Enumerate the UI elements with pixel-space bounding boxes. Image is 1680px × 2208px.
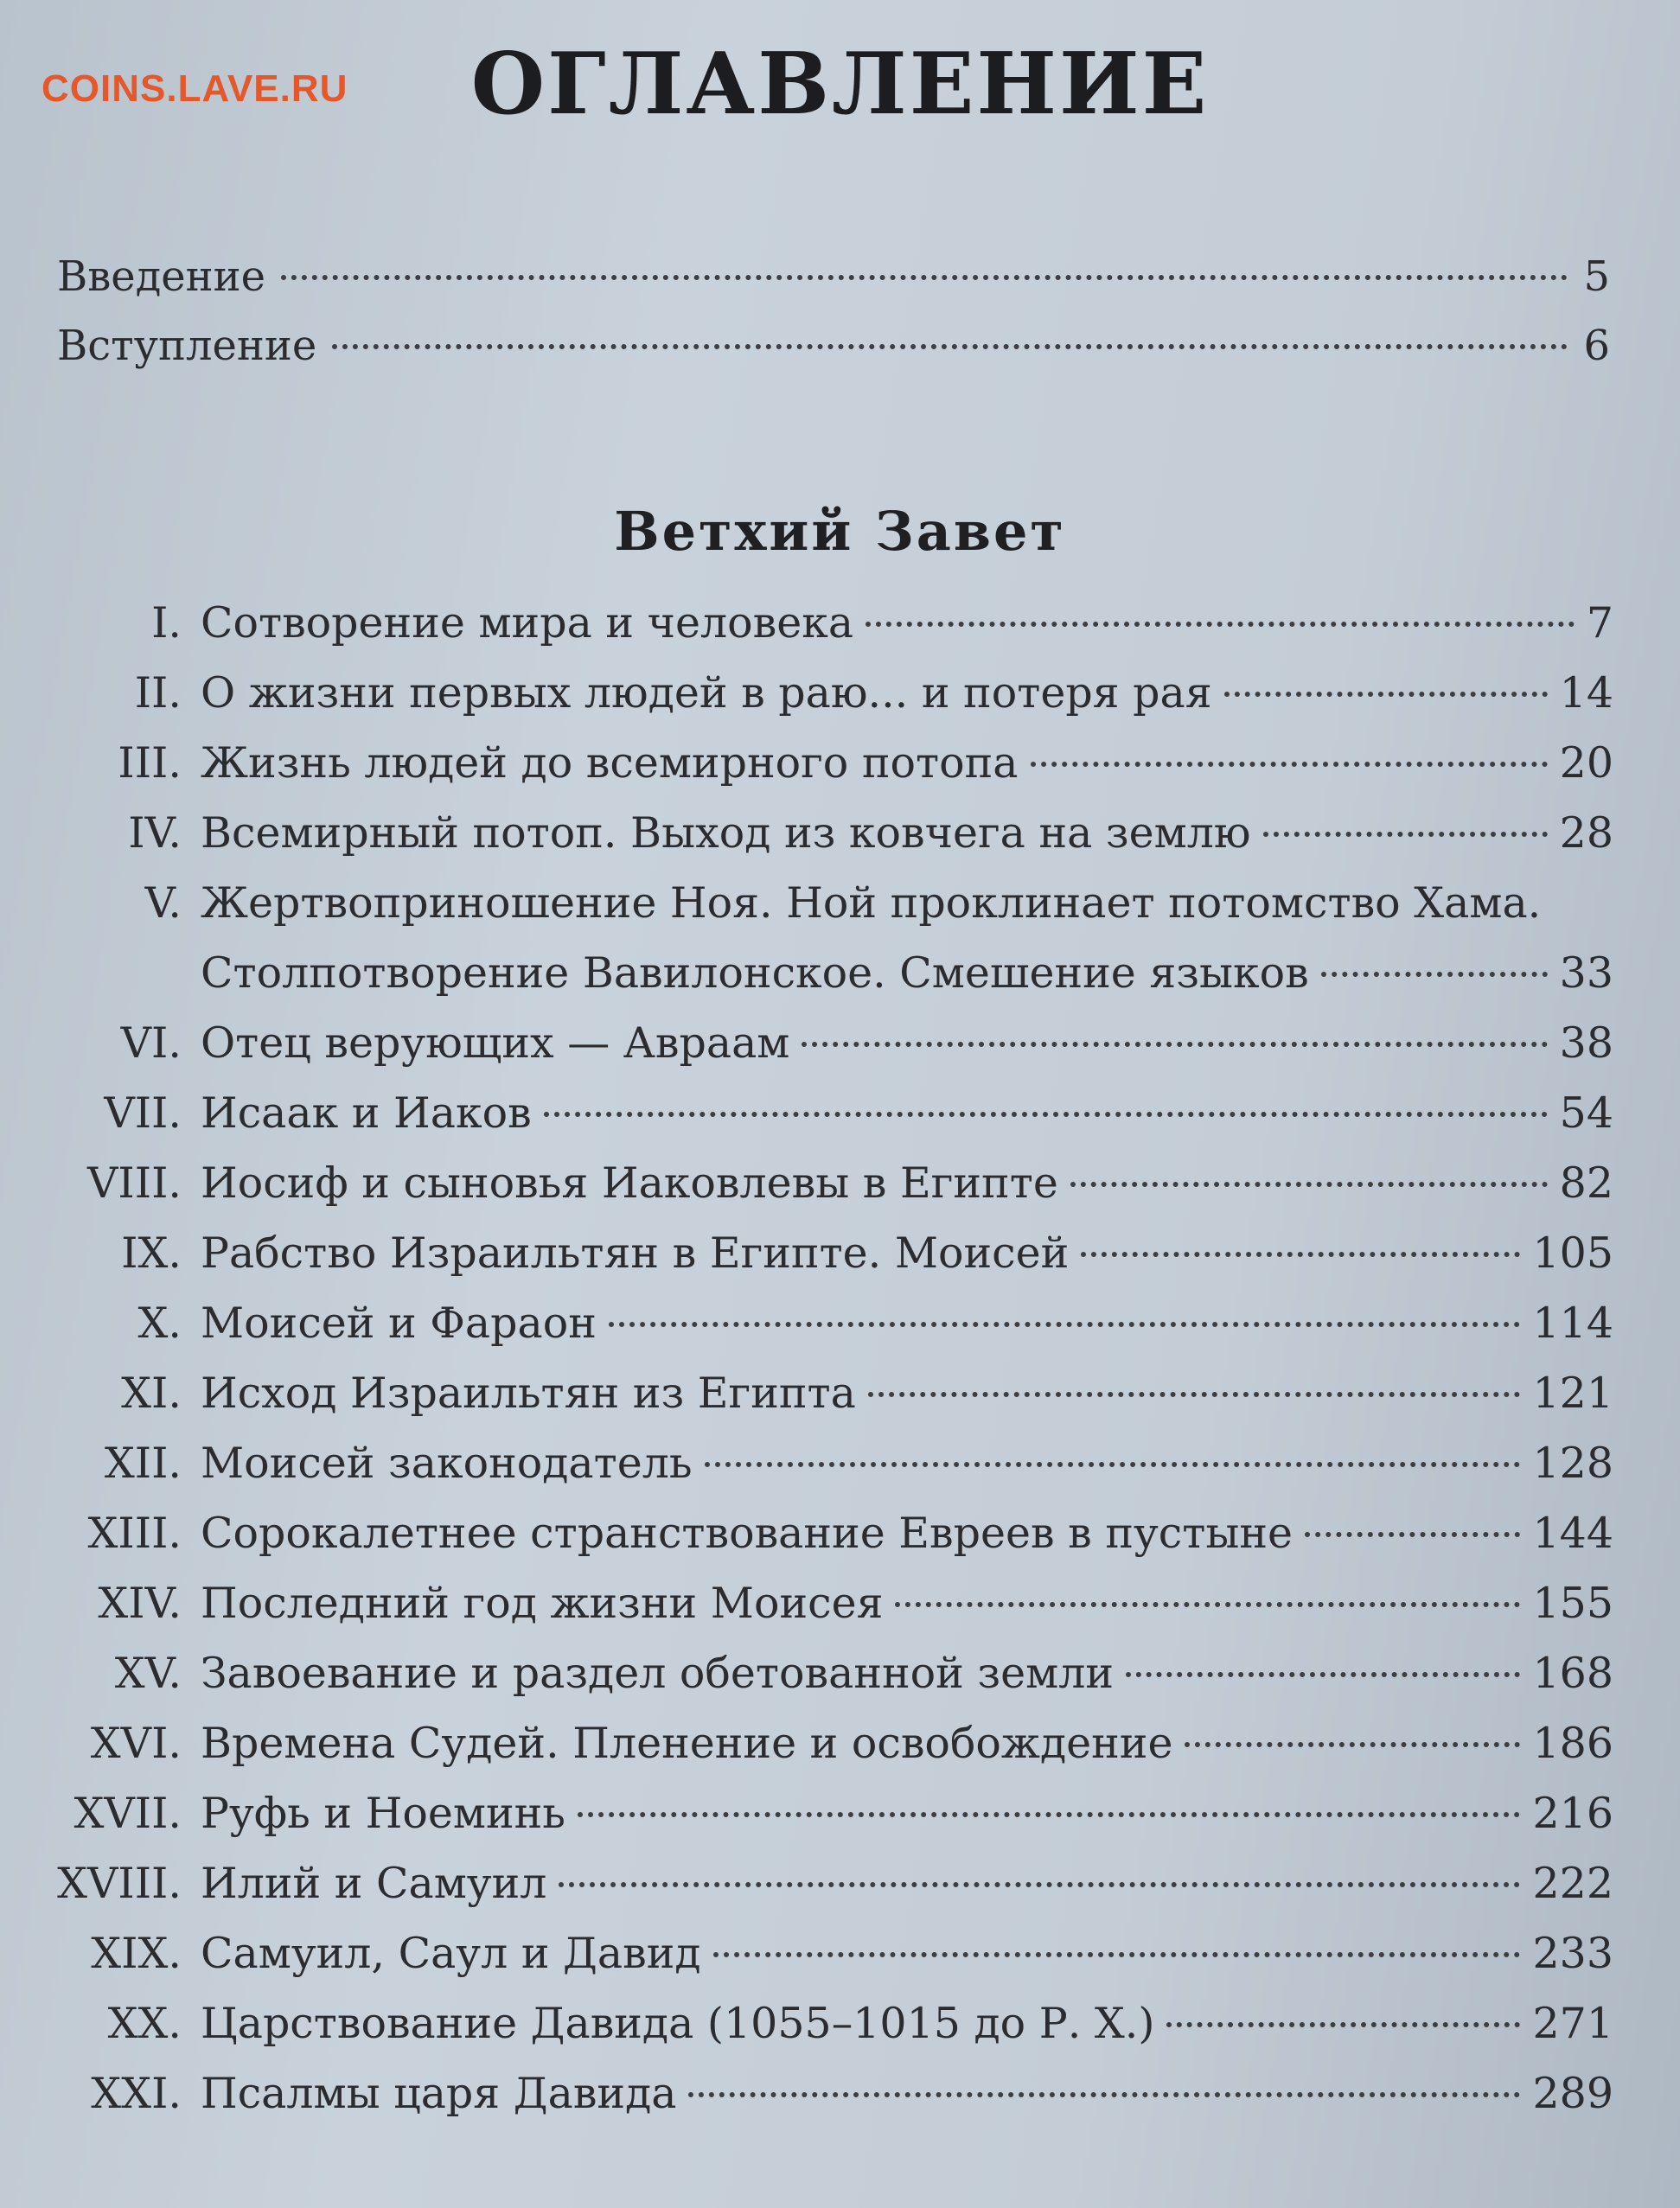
chapter-title: Времена Судей. Пленение и освобождение — [201, 1719, 1173, 1768]
dot-leader — [1031, 762, 1548, 767]
chapter-title: О жизни первых людей в раю... и потеря рая — [201, 668, 1212, 718]
dot-leader — [1070, 1182, 1548, 1187]
entry-body — [201, 1638, 1613, 1708]
page-number: 233 — [1532, 1929, 1613, 1978]
chapter-title: Отец верующих — Авраам — [201, 1018, 790, 1068]
entry-body — [201, 1988, 1613, 2058]
entry-body — [201, 1218, 1613, 1288]
dot-leader — [1263, 832, 1548, 837]
chapter-title: Псалмы царя Давида — [201, 2069, 677, 2118]
entry-body — [201, 798, 1613, 868]
page-number: 144 — [1532, 1509, 1613, 1558]
page-title: ОГЛАВЛЕНИЕ — [470, 35, 1210, 134]
toc-entry — [35, 2058, 1613, 2128]
chapter-number: II. — [134, 668, 182, 718]
chapter-title: Жертвоприношение Ноя. Ной проклинает потомство Хама. — [201, 878, 1542, 928]
page-number: 128 — [1532, 1439, 1613, 1488]
page-number: 186 — [1532, 1719, 1613, 1768]
toc-entry — [35, 1358, 1613, 1428]
dot-leader — [802, 1042, 1547, 1047]
chapter-number: XVI. — [90, 1719, 182, 1768]
chapter-number: I. — [151, 598, 182, 648]
toc-entry — [35, 1008, 1613, 1078]
toc-entry — [35, 1708, 1613, 1778]
entry-body — [201, 1918, 1613, 1988]
chapter-title: Илий и Самуил — [201, 1859, 547, 1908]
chapter-title: Последний год жизни Моисея — [201, 1579, 884, 1628]
entry-body — [201, 1288, 1613, 1358]
dot-leader — [713, 1952, 1521, 1957]
dot-leader — [1081, 1252, 1520, 1257]
chapter-title: Моисей и Фараон — [201, 1299, 597, 1348]
entry-body — [201, 868, 1613, 938]
page-number: 28 — [1559, 808, 1613, 858]
page-number: 121 — [1532, 1369, 1613, 1418]
chapter-title: Столпотворение Вавилонское. Смешение языков — [201, 948, 1309, 998]
chapter-number: XIX. — [91, 1929, 182, 1978]
entry-body — [201, 1848, 1613, 1918]
chapter-number: V. — [144, 878, 182, 928]
toc-entry — [35, 1848, 1613, 1918]
entry-body — [201, 1708, 1613, 1778]
entry-body — [201, 658, 1613, 728]
dot-leader — [578, 1812, 1520, 1817]
chapter-number: XII. — [104, 1439, 182, 1488]
dot-leader — [1305, 1532, 1520, 1537]
dot-leader — [895, 1602, 1520, 1607]
chapter-number: XIV. — [98, 1579, 182, 1628]
toc-entry — [35, 1568, 1613, 1638]
page-number: 168 — [1532, 1649, 1613, 1698]
toc-entry — [35, 658, 1613, 728]
entry-body — [201, 1568, 1613, 1638]
chapter-title: Рабство Израильтян в Египте. Моисей — [201, 1228, 1070, 1278]
chapter-number: VIII. — [86, 1158, 182, 1208]
chapter-number: IX. — [121, 1228, 182, 1278]
chapter-title: Исаак и Иаков — [201, 1088, 532, 1138]
toc-entry — [35, 728, 1613, 798]
chapter-title: Самуил, Саул и Давид — [201, 1929, 701, 1978]
entry-body — [201, 1358, 1613, 1428]
chapter-number: XV. — [114, 1649, 182, 1698]
chapter-title: Завоевание и раздел обетованной земли — [201, 1649, 1115, 1698]
chapter-number: XX. — [107, 1999, 182, 2048]
dot-leader — [1321, 972, 1548, 977]
page-number: 82 — [1559, 1158, 1613, 1208]
chapter-title: Сорокалетнее странствование Евреев в пустыне — [201, 1509, 1294, 1558]
toc-entry — [35, 1778, 1613, 1848]
toc-entry — [35, 1638, 1613, 1708]
page-number: 14 — [1559, 668, 1613, 718]
entry-page: 5 — [1583, 252, 1610, 301]
toc-entry — [35, 798, 1613, 868]
chapter-title: Всемирный потоп. Выход из ковчега на землю — [201, 808, 1251, 858]
toc-entry-preface — [57, 322, 1610, 370]
dot-leader — [544, 1112, 1548, 1117]
page-number: 271 — [1532, 1999, 1613, 2048]
entry-body — [201, 1498, 1613, 1568]
dot-leader — [688, 2092, 1520, 2097]
toc-entry — [35, 1918, 1613, 1988]
toc-list — [35, 588, 1613, 2128]
dot-leader — [332, 344, 1568, 349]
page-number: 33 — [1559, 948, 1613, 998]
page-number: 54 — [1559, 1088, 1613, 1138]
chapter-number: III. — [118, 738, 182, 788]
entry-title: Введение — [57, 252, 266, 301]
entry-body — [201, 728, 1613, 798]
toc-entry — [35, 1428, 1613, 1498]
entry-body — [201, 588, 1613, 658]
chapter-title: Исход Израильтян из Египта — [201, 1369, 856, 1418]
toc-entry — [35, 1988, 1613, 2058]
chapter-title: Иосиф и сыновья Иаковлевы в Египте — [201, 1158, 1058, 1208]
chapter-number: IV. — [128, 808, 182, 858]
page-number: 105 — [1532, 1228, 1613, 1278]
section-heading: Ветхий Завет — [614, 500, 1066, 563]
dot-leader — [705, 1462, 1521, 1467]
dot-leader — [1224, 692, 1548, 697]
toc-entry — [35, 1078, 1613, 1148]
chapter-number: X. — [137, 1299, 182, 1348]
entry-body — [201, 2058, 1613, 2128]
toc-entry — [35, 1498, 1613, 1568]
dot-leader — [1166, 2022, 1520, 2027]
chapter-title: Сотворение мира и человека — [201, 598, 854, 648]
dot-leader — [1185, 1742, 1520, 1747]
chapter-title: Жизнь людей до всемирного потопа — [201, 738, 1019, 788]
dot-leader — [866, 622, 1575, 627]
page-number: 222 — [1532, 1859, 1613, 1908]
toc-entry — [35, 1148, 1613, 1218]
entry-title: Вступление — [57, 322, 317, 370]
watermark: COINS.LAVE.RU — [42, 67, 348, 110]
chapter-number: VII. — [104, 1088, 182, 1138]
page-number: 216 — [1532, 1789, 1613, 1838]
entry-body — [201, 1008, 1613, 1078]
entry-body — [201, 938, 1613, 1008]
chapter-number: XVIII. — [57, 1859, 182, 1908]
dot-leader — [559, 1882, 1520, 1887]
entry-body — [201, 1778, 1613, 1848]
chapter-number: XIII. — [87, 1509, 182, 1558]
toc-entry — [35, 1288, 1613, 1358]
chapter-number: XI. — [121, 1369, 182, 1418]
page-number: 155 — [1532, 1579, 1613, 1628]
toc-entry — [35, 588, 1613, 658]
chapter-title: Царствование Давида (1055–1015 до Р. Х.) — [201, 1999, 1155, 2048]
page-number: 7 — [1586, 598, 1613, 648]
page-number: 114 — [1532, 1299, 1613, 1348]
page-number: 38 — [1559, 1018, 1613, 1068]
toc-entry — [35, 938, 1613, 1008]
dot-leader — [1126, 1672, 1520, 1677]
toc-entry-introduction — [57, 252, 1610, 301]
chapter-number: XXI. — [91, 2069, 182, 2118]
toc-entry — [35, 1218, 1613, 1288]
dot-leader — [609, 1322, 1521, 1327]
chapter-title: Руфь и Ноеминь — [201, 1789, 565, 1838]
entry-body — [201, 1428, 1613, 1498]
entry-body — [201, 1148, 1613, 1218]
entry-body — [201, 1078, 1613, 1148]
toc-entry — [35, 868, 1613, 938]
chapter-number: VI. — [120, 1018, 182, 1068]
page-number: 289 — [1532, 2069, 1613, 2118]
dot-leader — [281, 275, 1568, 280]
dot-leader — [868, 1392, 1521, 1397]
entry-page: 6 — [1583, 322, 1610, 370]
chapter-number: XVII. — [73, 1789, 182, 1838]
page-number: 20 — [1559, 738, 1613, 788]
chapter-title: Моисей законодатель — [201, 1439, 693, 1488]
